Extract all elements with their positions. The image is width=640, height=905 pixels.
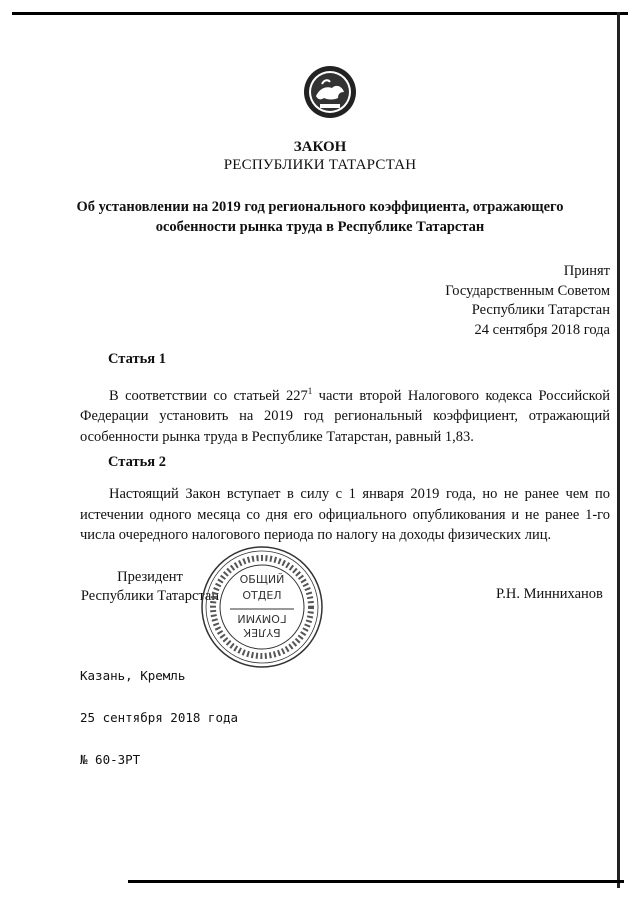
issue-date: 25 сентября 2018 года xyxy=(80,710,239,725)
adoption-line-3: Республики Татарстан xyxy=(471,302,610,318)
adoption-line-2: Государственным Советом xyxy=(445,282,610,299)
signatory-position-line-1: Президент xyxy=(117,569,183,585)
law-name-line-1: Об установлении на 2019 год регионального коэффициента, отражающего xyxy=(76,199,564,215)
article-1-superscript: 1 xyxy=(307,386,313,396)
law-name xyxy=(0,197,640,237)
scan-border-bottom xyxy=(128,880,624,883)
law-name-line-2: особенности рынка труда в Республике Татарстан xyxy=(155,219,485,235)
signatory-position xyxy=(80,568,220,606)
article-1-text xyxy=(80,381,610,447)
law-number: № 60-ЗРТ xyxy=(80,752,141,767)
stamp-text-2: ОТДЕЛ xyxy=(242,589,282,602)
adoption-line-1: Принят xyxy=(563,263,610,279)
signatory-position-line-2: Республики Татарстан xyxy=(80,588,220,604)
stamp-text-4: БҮЛЕК xyxy=(243,626,281,639)
article-2-text: Настоящий Закон вступает в силу с 1 января 2019 года, но не ранее чем по истечении одного месяца со дня его официального опубликования и не ранее 1-го числа очередного налогового периода по налогу на доходы физических лиц. xyxy=(80,486,610,543)
scan-border-top xyxy=(12,12,628,15)
issue-place: Казань, Кремль xyxy=(80,668,186,683)
adoption-block xyxy=(445,262,610,340)
article-1-title: Статья 1 xyxy=(108,351,166,367)
article-1-text-before: В соответствии со статьей 227 xyxy=(109,387,308,404)
place-date-number xyxy=(80,641,238,781)
document-title: ЗАКОН xyxy=(293,139,347,155)
article-2-title: Статья 2 xyxy=(108,454,166,470)
adoption-line-4: 24 сентября 2018 года xyxy=(474,321,610,338)
document-subtitle: РЕСПУБЛИКИ ТАТАРСТАН xyxy=(223,157,417,173)
article-1-text-after: части второй Налогового кодекса Российской Федерации установить на 2019 год региональный коэффициент, отражающий особенности рынка труда в Республике Татарстан, равный 1,83. xyxy=(80,387,610,445)
signatory-name: Р.Н. Минниханов xyxy=(496,586,603,602)
coat-of-arms-emblem xyxy=(302,64,358,120)
stamp-text-3: ГОМУМИ xyxy=(237,612,287,625)
stamp-text-1: ОБЩИЙ xyxy=(239,573,285,586)
